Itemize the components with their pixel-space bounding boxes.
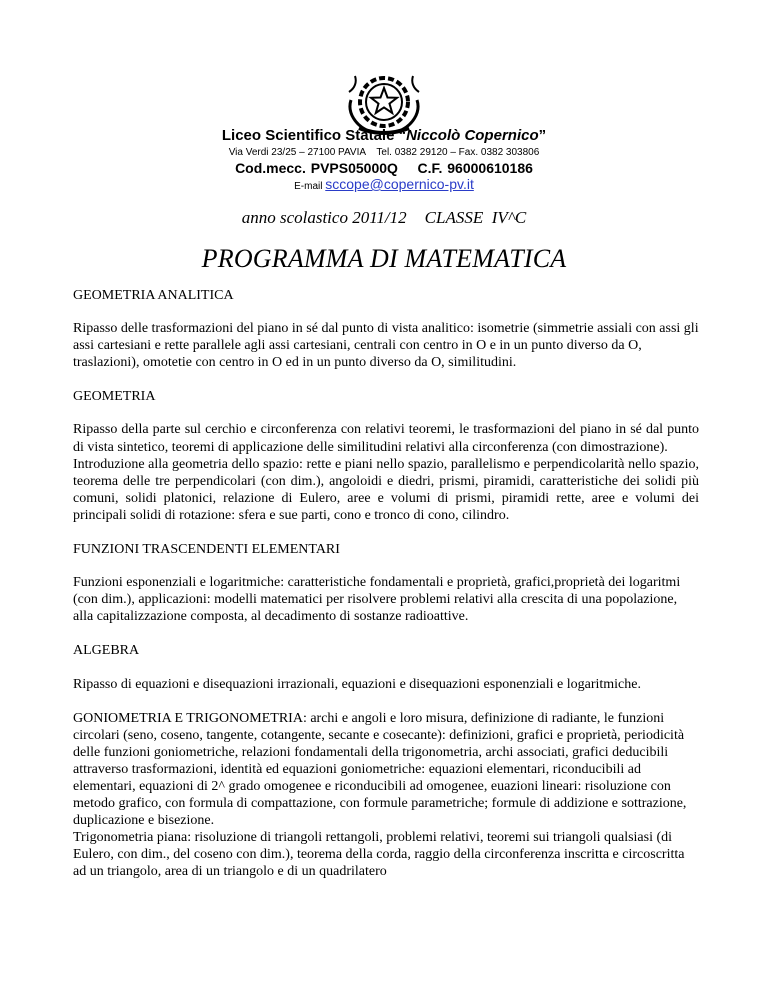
section-text-geometria-1: Ripasso della parte sul cerchio e circonferenza con relativi teoremi, le trasformazioni del piano in sé dal punto di vista sintetico, teoremi di applicazione delle similitudini relativi alla circonferenza (con dimostrazione). [73,422,706,455]
email-label: E-mail [294,181,326,192]
section-text-algebra: Ripasso di equazioni e disequazioni irrazionali, equazioni e disequazioni esponenziali e logaritmiche. [73,676,641,692]
school-year: anno scolastico 2011/12 [241,208,407,227]
school-year-line [0,208,768,228]
school-codes: Cod.mecc. PVPS05000Q C.F. 96000610186 [235,160,533,176]
school-name [0,127,768,144]
page-title: PROGRAMMA DI MATEMATICA [201,244,567,273]
section-text-geometria-2: Introduzione alla geometria dello spazio: rette e piani nello spazio, parallelismo e perpendicolarità nello spazio, teorema delle tre perpendicolari (con dim.), angoloidi e diedri, prismi, piramidi, caratteristiche dei solidi più comuni, solidi platonici, relazione di Eulero, aree e volumi di prismi, piramidi rette, aree e volumi dei principali solidi di rotazione: sfera e sue parti, cono e tronco di cono, cilindro. [73,456,699,523]
school-name-prefix: Liceo Scientifico Statale “ [221,127,407,144]
section-text-goniometria-1: GONIOMETRIA E TRIGONOMETRIA: archi e angoli e loro misura, definizione di radiante, le funzioni circolari (seno, coseno, tangente, cotangente, secante e cosecante): definizioni, grafici e proprietà, periodicità delle funzioni goniometriche, relazioni fondamentali della trigonometria, archi associati, grafici deducibili attraverso trasformazioni, identità ed equazioni goniometriche: equazioni elementari, riconducibili ad elementari, equazioni di 2^ grado omogenee e riconducibili ad omogenee, euazioni lineari: risoluzione con metodo grafico, con formula di compattazione, con formule parametriche; formule di addizione e sottrazione, duplicazione e bisezione. [73,710,687,829]
school-name-suffix: ” [538,127,547,144]
section-heading-algebra: ALGEBRA [73,643,140,659]
school-address: Via Verdi 23/25 – 27100 PAVIA Tel. 0382 29120 – Fax. 0382 303806 [228,147,540,158]
email-link[interactable]: sccope@copernico-pv.it [325,176,474,192]
section-heading-geometria-analitica: GEOMETRIA ANALITICA [73,288,234,303]
section-text-goniometria-2: Trigonometria piana: risoluzione di triangoli rettangoli, problemi relativi, teoremi sui triangoli qualsiasi (di Eulero, con dim., del coseno con dim.), teorema della corda, raggio della circonferenza inscritta e circoscritta ad un triangolo, area di un triangolo e di un quadrilatero [73,830,685,880]
section-heading-funzioni: FUNZIONI TRASCENDENTI ELEMENTARI [73,542,340,558]
section-text-funzioni: Funzioni esponenziali e logaritmiche: caratteristiche fondamentali e proprietà, grafici,proprietà dei logaritmi (con dim.), applicazioni: modelli matematici per risolvere problemi relativi alla crescita di una popolazione, alla capitalizzazione composta, al decadimento di sostanze radioattive. [73,575,681,625]
section-heading-geometria: GEOMETRIA [73,389,156,405]
section-text-geometria-analitica: Ripasso delle trasformazioni del piano in sé dal punto di vista analitico: isometrie (simmetrie assiali con assi gli assi cartesiani e rette parallele agli assi cartesiani, centrali con centro in O e in un punto diverso da O, traslazioni), omotetie con centro in O ed in un punto diverso da O, similitudini. [73,321,699,371]
school-email [0,176,768,192]
program-content [73,287,706,881]
class-label: CLASSE IV^C [424,208,527,227]
school-name-italic: Niccolò Copernico [406,127,539,144]
